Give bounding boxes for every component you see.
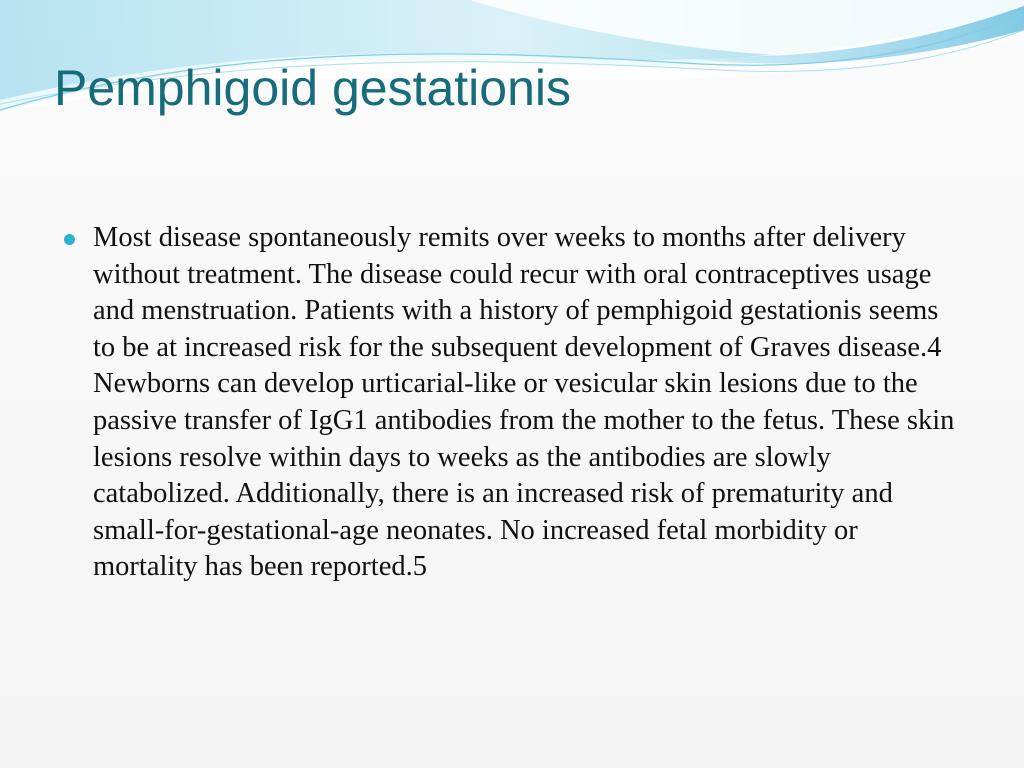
bullet-text: Most disease spontaneously remits over weeks to months after delivery without treatment. The disease could recur with oral contraceptives usage and menstruation. Patients with a history of pemphigoid gestationis seems to be at increased risk for the subsequent development of Graves disease.4 Newborns can develop urticarial-like or vesicular skin lesions due to the passive transfer of IgG1 antibodies from the mother to the fetus. These skin lesions resolve within days to weeks as the antibodies are slowly catabolized. Additionally, there is an increased risk of prematurity and small-for-gestational-age neonates. No increased fetal morbidity or mortality has been reported.5 [93,222,955,583]
bullet-item [64,220,964,586]
slide-body [64,220,964,586]
slide-title: Pemphigoid gestationis [54,60,571,116]
bullet-dot-icon [64,234,75,245]
